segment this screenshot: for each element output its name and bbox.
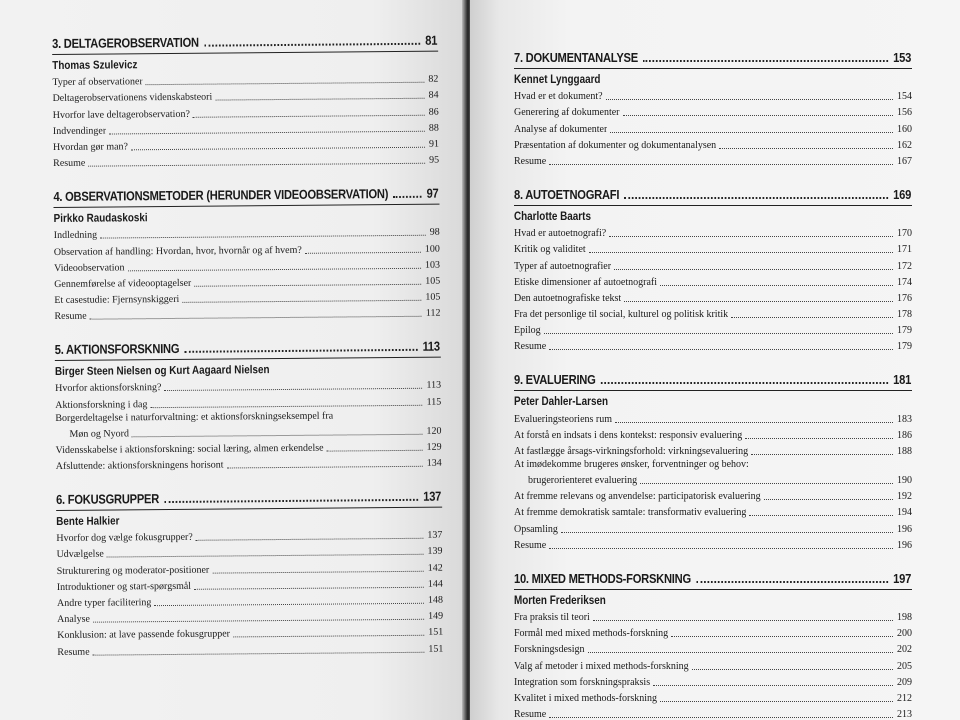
entry-page-number: 192: [897, 491, 912, 503]
entry-title: Præsentation af dokumenter og dokumentanalysen: [514, 139, 717, 151]
dot-leader: [561, 532, 893, 533]
entry-page-number: 160: [897, 123, 912, 135]
dot-leader: [660, 285, 893, 286]
chapter-title: 9. EVALUERING: [514, 372, 596, 388]
entry-title: Hvad er autoetnografi?: [514, 228, 607, 240]
dot-leader: [696, 581, 888, 583]
toc-chapter: [56, 487, 443, 659]
dot-leader: [305, 251, 421, 253]
entry-page-number: 148: [427, 594, 444, 606]
entry-page-number: 98: [429, 226, 440, 239]
dot-leader: [719, 148, 893, 149]
entry-title: Kvalitet i mixed methods-forskning: [514, 692, 658, 704]
chapter-heading[interactable]: [52, 31, 437, 51]
toc-entry[interactable]: [514, 321, 912, 337]
entry-title: At imødekomme brugeres ønsker, forventninger og behov:: [514, 459, 749, 470]
entry-title: Andre typer facilitering: [56, 597, 152, 609]
dot-leader: [653, 685, 893, 686]
dot-leader: [194, 284, 421, 287]
chapter-author: Kennet Lynggaard: [514, 74, 601, 86]
entry-page-number: 151: [428, 643, 444, 655]
entry-title: Konklusion: at lave passende fokusgrupper: [57, 628, 231, 642]
entry-page-number: 183: [897, 413, 912, 425]
entry-page-number: 212: [897, 692, 912, 704]
entry-title: Forskningsdesign: [514, 644, 585, 656]
entry-title: Analyse af dokumenter: [514, 123, 608, 135]
toc-entry[interactable]: [514, 87, 912, 103]
toc-entry[interactable]: [514, 673, 912, 689]
entry-title: Fra praksis til teori: [514, 611, 590, 623]
entry-title: Indledning: [53, 229, 98, 242]
chapter-heading[interactable]: [514, 569, 911, 586]
entry-title: At fremme relevans og anvendelse: participatorisk evaluering: [514, 491, 761, 503]
entry-page-number: 137: [427, 529, 443, 541]
right-toc-column: [514, 48, 912, 720]
entry-title: Borgerdeltagelse i naturforvaltning: et aktionsforskningseksempel fra: [55, 410, 334, 424]
entry-page-number: 196: [897, 539, 912, 551]
entry-title: Introduktioner og start-spørgsmål: [56, 580, 192, 593]
toc-entry[interactable]: [514, 273, 912, 289]
chapter-heading[interactable]: [514, 370, 911, 387]
entry-title: Aktionsforskning i dag: [55, 398, 148, 411]
entry-title: Hvad er et dokument?: [514, 91, 603, 103]
entry-title: At fastlægge årsags-virkningsforhold: virkningsevaluering: [514, 446, 749, 457]
dot-leader: [107, 554, 424, 558]
entry-page-number: 100: [424, 243, 440, 255]
entry-page-number: 120: [426, 425, 442, 437]
chapter-heading[interactable]: [56, 487, 441, 507]
dot-leader: [233, 635, 424, 638]
chapter-rule: [55, 357, 441, 361]
entry-title: Resume: [53, 157, 86, 170]
chapter-rule: [54, 204, 440, 208]
chapter-title: 4. OBSERVATIONSMETODER (HERUNDER VIDEOOBSERVATION): [53, 186, 389, 205]
entry-page-number: 91: [428, 138, 440, 150]
chapter-spacer: [514, 168, 912, 185]
dot-leader: [614, 269, 893, 270]
entry-page-number: 151: [428, 626, 444, 639]
dot-leader: [671, 636, 893, 637]
entry-title: Strukturering og moderator-positioner: [56, 564, 210, 577]
toc-entry[interactable]: [514, 256, 912, 272]
chapter-heading[interactable]: [55, 337, 440, 357]
entry-title: Hvordan gør man?: [52, 141, 129, 153]
chapter-rule: [514, 68, 912, 69]
dot-leader: [194, 587, 424, 590]
dot-leader: [549, 164, 893, 165]
dot-leader: [643, 60, 888, 62]
dot-leader: [90, 316, 422, 320]
chapter-page-number: 197: [893, 570, 912, 586]
entry-title-continuation: [514, 472, 912, 487]
chapter-author: Pirkko Raudaskoski: [53, 212, 148, 226]
entry-title: Generering af dokumenter: [514, 107, 620, 119]
chapter-author: Morten Frederiksen: [514, 594, 606, 607]
toc-entry[interactable]: [514, 409, 912, 425]
chapter-page-number: 81: [425, 32, 438, 48]
dot-leader: [751, 454, 893, 455]
entry-page-number: 139: [427, 545, 443, 558]
dot-leader: [749, 515, 893, 516]
chapter-rule: [514, 390, 912, 391]
entry-page-number: 113: [426, 380, 442, 392]
chapter-page-number: 113: [422, 338, 440, 355]
chapter-author: Charlotte Baarts: [514, 210, 591, 223]
chapter-title: 6. FOKUSGRUPPER: [55, 491, 160, 507]
entry-page-number: 213: [897, 709, 912, 720]
entry-page-number: 170: [897, 228, 912, 240]
toc-entry[interactable]: [514, 152, 912, 168]
toc-entry[interactable]: [514, 337, 912, 353]
toc-chapter: [52, 31, 439, 170]
entry-title: Hvorfor aktionsforskning?: [55, 382, 162, 395]
entry-title: Hvorfor dog vælge fokusgrupper?: [56, 531, 193, 545]
entry-page-number: 95: [429, 154, 440, 166]
entry-page-number: 129: [426, 441, 442, 453]
toc-chapter: [514, 569, 912, 720]
toc-entry[interactable]: [57, 639, 443, 659]
dot-leader: [132, 433, 423, 437]
entry-page-number: 200: [897, 628, 912, 640]
chapter-spacer: [514, 353, 912, 370]
entry-page-number: 171: [897, 244, 912, 256]
right-page: [470, 0, 960, 720]
dot-leader: [544, 333, 893, 334]
entry-title: Afsluttende: aktionsforskningens horisont: [55, 459, 224, 472]
chapter-page-number: 153: [893, 50, 912, 65]
chapter-rule: [514, 205, 912, 206]
dot-leader: [745, 438, 893, 439]
entry-title: Resume: [54, 310, 87, 323]
toc-entry[interactable]: [514, 624, 912, 640]
dot-leader: [93, 619, 424, 623]
dot-leader: [610, 132, 893, 133]
entry-title: Deltagerobservationens videnskabsteori: [52, 91, 213, 105]
toc-entry[interactable]: [514, 458, 912, 487]
entry-page-number: 105: [425, 275, 441, 287]
entry-title: Etiske dimensioner af autoetnografi: [514, 276, 658, 288]
toc-entry[interactable]: [56, 453, 442, 473]
toc-entry[interactable]: [514, 305, 912, 321]
entry-title: Evalueringsteoriens rum: [514, 413, 613, 425]
entry-title: Formål med mixed methods-forskning: [514, 628, 669, 640]
entry-title: Vidensskabelse i aktionsforskning: social læring, almen erkendelse: [55, 442, 324, 456]
dot-leader: [182, 300, 421, 303]
chapter-heading[interactable]: [514, 48, 911, 65]
dot-leader: [692, 669, 893, 670]
entry-title: Videoobservation: [53, 262, 125, 274]
dot-leader: [184, 349, 417, 353]
dot-leader: [624, 301, 893, 302]
dot-leader: [615, 422, 893, 423]
toc-chapter: [514, 48, 912, 168]
chapter-spacer: [514, 552, 912, 569]
entry-page-number: 167: [897, 155, 912, 167]
toc-entry[interactable]: [514, 240, 912, 256]
chapter-rule: [52, 51, 438, 55]
chapter-rule: [56, 507, 442, 511]
entry-page-number: 188: [897, 446, 912, 457]
dot-leader: [164, 499, 418, 503]
toc-chapter: [514, 185, 912, 354]
entry-title-line2: Møn og Nyord: [69, 427, 129, 440]
chapter-heading[interactable]: [514, 185, 911, 202]
toc-entry[interactable]: [514, 442, 912, 458]
entry-title: Et casestudie: Fjernsynskiggeri: [54, 293, 180, 307]
entry-page-number: 88: [428, 122, 439, 134]
entry-page-number: 149: [428, 610, 444, 622]
entry-title: Resume: [514, 539, 547, 551]
toc-entry[interactable]: [55, 408, 441, 440]
entry-page-number: 82: [428, 73, 439, 85]
toc-entry[interactable]: [514, 487, 912, 503]
entry-page-number: 84: [428, 90, 439, 102]
dot-leader: [660, 701, 893, 702]
dot-leader: [588, 652, 893, 653]
chapter-title: 8. AUTOETNOGRAFI: [514, 186, 620, 202]
toc-entry[interactable]: [514, 608, 912, 624]
entry-title: At forstå en indsats i dens kontekst: responsiv evaluering: [514, 429, 743, 441]
entry-title: Opsamling: [514, 523, 558, 535]
chapter-author: Bente Halkier: [56, 515, 120, 528]
entry-title: Observation af handling: Hvordan, hvor, hvornår og af hvem?: [53, 244, 302, 258]
dot-leader: [609, 236, 893, 237]
dot-leader: [606, 99, 893, 100]
dot-leader: [215, 98, 424, 101]
chapter-title: 3. DELTAGEROBSERVATION: [52, 34, 199, 51]
entry-page-number: 179: [897, 325, 912, 337]
dot-leader: [131, 147, 425, 151]
chapter-author: Birger Steen Nielsen og Kurt Aagaard Nielsen: [54, 364, 270, 379]
toc-entry[interactable]: [514, 136, 912, 152]
dot-leader: [109, 130, 425, 134]
chapter-title: 7. DOKUMENTANALYSE: [514, 50, 638, 65]
entry-page-number: 154: [897, 91, 912, 103]
entry-page-number: 162: [897, 139, 912, 151]
entry-page-number: 156: [897, 107, 912, 119]
toc-entry[interactable]: [514, 536, 912, 552]
dot-leader: [549, 717, 893, 718]
toc-entry[interactable]: [54, 304, 440, 324]
dot-leader: [212, 570, 423, 573]
dot-leader: [393, 196, 421, 198]
toc-entry[interactable]: [514, 656, 912, 672]
dot-leader: [327, 450, 423, 452]
entry-title: Analyse: [57, 613, 90, 626]
toc-entry[interactable]: [514, 689, 912, 705]
entry-page-number: 142: [427, 562, 443, 574]
dot-leader: [589, 252, 893, 253]
toc-entry[interactable]: [514, 103, 912, 119]
entry-page-number: 105: [425, 291, 441, 303]
entry-page-number: 86: [428, 106, 439, 118]
entry-page-number: 205: [897, 660, 912, 672]
chapter-page-number: 137: [423, 488, 442, 504]
entry-title: Typer af autoetnografier: [514, 260, 612, 272]
entry-page-number: 190: [897, 475, 912, 486]
toc-entry[interactable]: [514, 640, 912, 656]
toc-chapter: [55, 337, 442, 473]
entry-page-number: 179: [897, 341, 912, 353]
entry-title: Resume: [514, 341, 547, 353]
dot-leader: [549, 548, 893, 549]
toc-entry[interactable]: [514, 705, 912, 720]
toc-entry[interactable]: [514, 224, 912, 240]
dot-leader: [204, 43, 420, 47]
entry-title: Gennemførelse af videooptagelser: [54, 277, 192, 290]
entry-title: Resume: [514, 709, 547, 720]
chapter-page-number: 181: [893, 372, 912, 388]
dot-leader: [601, 382, 888, 384]
dot-leader: [764, 499, 893, 500]
dot-leader: [623, 115, 893, 116]
dot-leader: [88, 163, 425, 167]
entry-title: At fremme demokratisk samtale: transformativ evaluering: [514, 507, 747, 519]
toc-entry[interactable]: [514, 119, 912, 135]
chapter-title: 5. AKTIONSFORSKNING: [54, 341, 180, 358]
dot-leader: [93, 651, 425, 655]
left-toc-column: [52, 31, 443, 659]
entry-page-number: 176: [897, 292, 912, 304]
chapter-author: Thomas Szulevicz: [52, 59, 138, 72]
entry-page-number: 174: [897, 276, 912, 288]
entry-title: Integration som forskningspraksis: [514, 676, 651, 688]
entry-title: Udvælgelse: [56, 548, 104, 561]
chapter-rule: [514, 589, 912, 590]
dot-leader: [227, 466, 423, 469]
dot-leader: [146, 82, 425, 85]
dot-leader: [593, 620, 893, 621]
dot-leader: [193, 114, 425, 117]
toc-entry[interactable]: [514, 519, 912, 535]
entry-title: Typer af observationer: [52, 76, 143, 89]
entry-title: Den autoetnografiske tekst: [514, 292, 622, 304]
entry-title: Resume: [57, 646, 90, 658]
chapter-heading[interactable]: [53, 184, 438, 204]
chapter-page-number: 97: [426, 185, 439, 201]
dot-leader: [640, 483, 893, 484]
toc-chapter: [53, 184, 440, 323]
entry-page-number: 144: [427, 578, 443, 590]
entry-page-number: 115: [426, 396, 442, 408]
entry-title: Fra det personlige til social, kulturel og politisk kritik: [514, 309, 729, 321]
dot-leader: [164, 388, 422, 391]
entry-title: Valg af metoder i mixed methods-forskning: [514, 660, 689, 672]
entry-page-number: 172: [897, 260, 912, 272]
toc-entry[interactable]: [514, 289, 912, 305]
entry-page-number: 202: [897, 644, 912, 656]
entry-title: Resume: [514, 155, 547, 167]
toc-entry[interactable]: [514, 503, 912, 519]
left-page: [0, 0, 466, 720]
dot-leader: [624, 197, 888, 199]
entry-title: Indvendinger: [52, 125, 107, 137]
dot-leader: [100, 235, 426, 239]
chapter-page-number: 169: [893, 186, 912, 202]
dot-leader: [731, 317, 893, 318]
dot-leader: [549, 349, 893, 350]
chapter-author: Peter Dahler-Larsen: [514, 396, 608, 409]
entry-title: Kritik og validitet: [514, 244, 586, 256]
toc-entry[interactable]: [53, 151, 439, 171]
entry-page-number: 103: [424, 259, 441, 271]
toc-chapter: [514, 370, 912, 551]
entry-page-number: 196: [897, 523, 912, 535]
entry-page-number: 112: [425, 307, 441, 319]
entry-title: Hvorfor lave deltagerobservation?: [52, 108, 190, 121]
entry-page-number: 198: [897, 611, 912, 623]
toc-entry[interactable]: [514, 426, 912, 442]
dot-leader: [150, 404, 422, 407]
dot-leader: [128, 267, 421, 271]
entry-page-number: 209: [897, 676, 912, 688]
entry-page-number: 186: [897, 429, 912, 441]
chapter-title: 10. MIXED METHODS-FORSKNING: [514, 570, 691, 586]
dot-leader: [154, 603, 424, 606]
entry-page-number: 194: [897, 507, 912, 519]
entry-title-line2: brugerorienteret evaluering: [528, 475, 638, 486]
entry-page-number: 134: [426, 457, 442, 469]
dot-leader: [196, 538, 424, 541]
entry-title: Epilog: [514, 325, 541, 337]
entry-page-number: 178: [897, 309, 912, 321]
